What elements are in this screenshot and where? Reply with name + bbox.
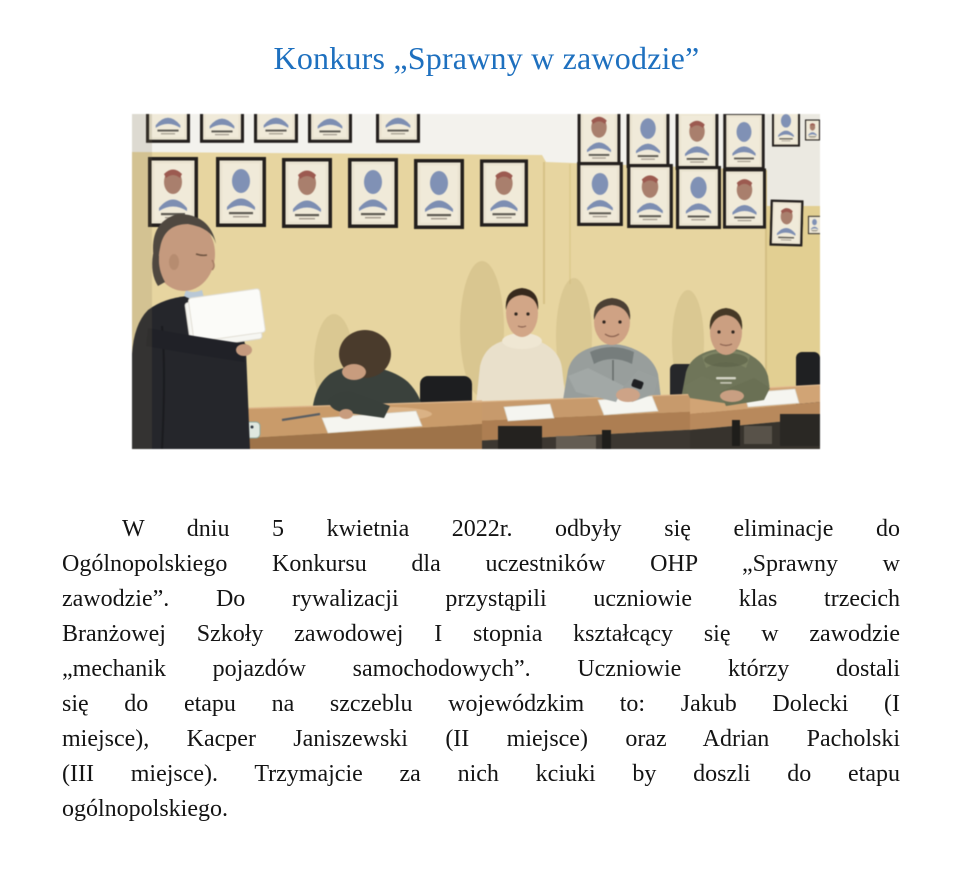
- paragraph-line: ogólnopolskiego.: [62, 796, 228, 822]
- article-title: Konkurs „Sprawny w zawodzie”: [273, 40, 700, 76]
- paragraph-line: Branżowej Szkoły zawodowej I stopnia kształcący się w zawodzie: [62, 621, 900, 647]
- article-paragraph: [62, 512, 900, 827]
- photo-edge-shade: [132, 114, 152, 449]
- paragraph-line: (III miejsce). Trzymajcie za nich kciuki by doszli do etapu: [62, 761, 900, 787]
- paragraph-line: się do etapu na szczeblu wojewódzkim to: Jakub Dolecki (I: [62, 691, 900, 717]
- paragraph-line: „mechanik pojazdów samochodowych”. Uczniowie którzy dostali: [62, 656, 900, 682]
- paragraph-line: Ogólnopolskiego Konkursu dla uczestników OHP „Sprawny w: [62, 551, 900, 577]
- classroom-photo: [132, 114, 820, 449]
- paragraph-line: miejsce), Kacper Janiszewski (II miejsce) oraz Adrian Pacholski: [62, 726, 900, 752]
- paragraph-line: zawodzie”. Do rywalizacji przystąpili uczniowie klas trzecich: [62, 586, 900, 612]
- paragraph-line: W dniu 5 kwietnia 2022r. odbyły się eliminacje do: [122, 516, 900, 542]
